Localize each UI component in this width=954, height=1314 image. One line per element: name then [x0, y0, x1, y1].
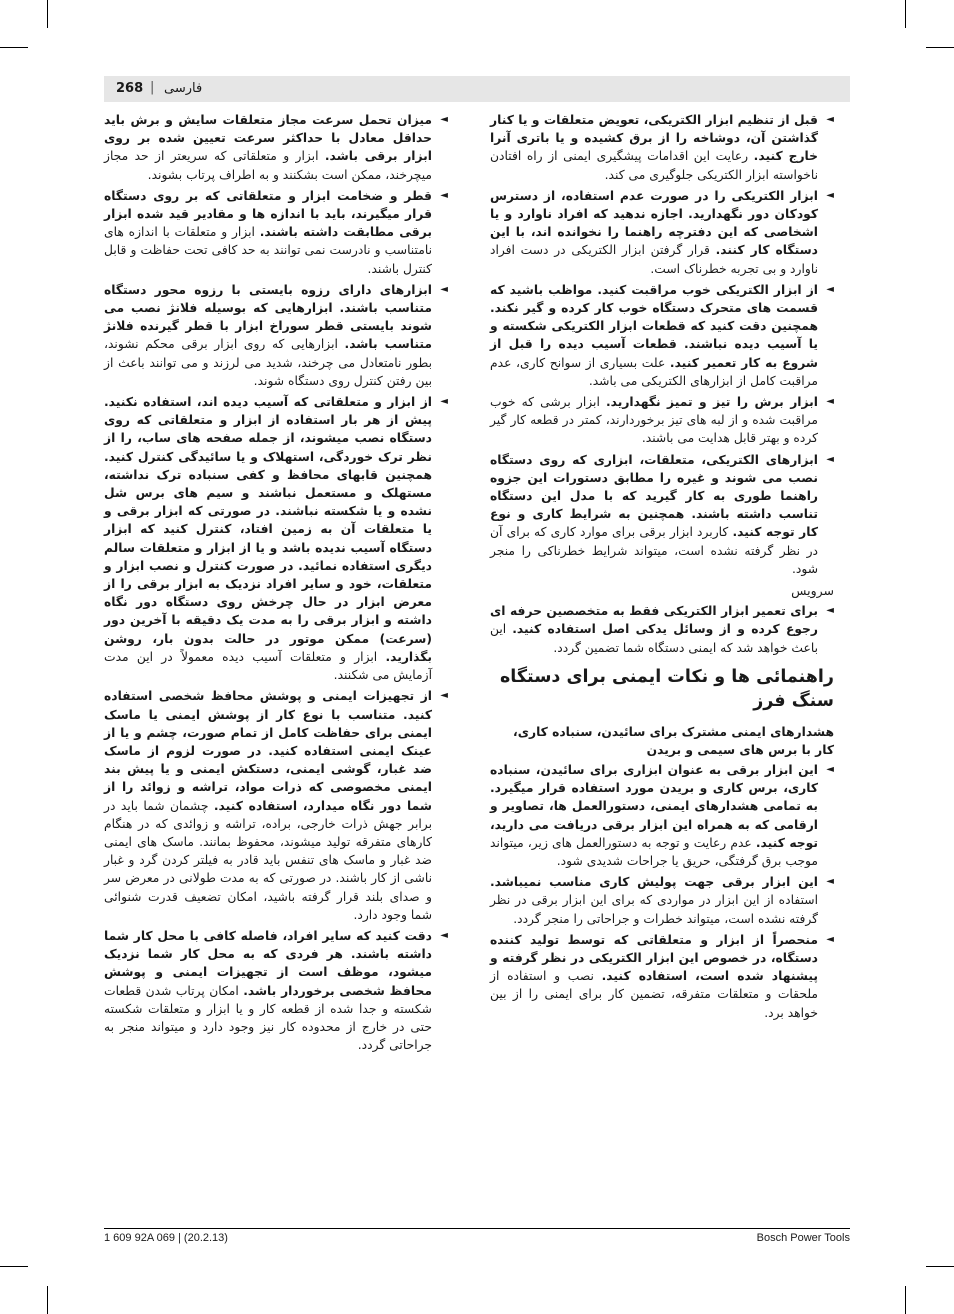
list-item	[490, 931, 834, 1022]
item-text: ابزار و متعلقات آسیب دیده معمولاً در این مدت آزمایش می شکنند.	[104, 649, 432, 683]
item-bold-text: از تجهیزات ایمنی و پوشش محافظ شخصی استفاده کنید. متناسب با نوع کار از پوشش ایمنی یا ماسک ایمنی برای حفاظت کامل از تمام صورت، چشم و یا از عینک ایمنی استفاده کنید. در صورت لزوم از ماسک ضد غبار، گوشی ایمنی، دستکش ایمنی و یا پیش بند ایمنی مخصوصی که ذرات مواد، تراشه و زوائد را از شما دور نگاه میدارد، استفاده کنید.	[104, 689, 432, 813]
crop-mark	[47, 0, 48, 28]
item-bold-text: از ابزار و متعلقاتی که آسیب دیده اند، استفاده نکنید. پیش از هر بار استفاده از ابزار و متعلقاتی که روی دستگاه نصب میشوند، از جمله صفحه های ساب، را از نظر ترک خوردگی، استهلاک و یا سائیدگی کنترل کنید. همچنین قابهای محافظ و کفی سنباده ترک نداشته، مستهلک و مستعمل نباشند و سیم های برس شل نشده و یا شکسته نباشند. در صورتی که ابزار برقی و یا متعلقات آن به زمین افتاد، کنترل کنید که ابزار دستگاه آسیب ندیده باشد و یا از ابزار و متعلقات سالم دیگری استفاده نمائید. در صورت کنترل و نصب ابزار و متعلقات، خود و سایر افراد نزدیک به ابزار برقی را از معرض ابزار در حال چرخش روی دستگاه دور نگاه داشته و ابزار برقی را به مدت یک دقیقه با آخرین دور (سرعت) ممکن موتور در حالت بدون بار، روشن بگذارید.	[104, 395, 432, 664]
crop-mark	[905, 1286, 906, 1314]
bullet-triangle-icon: ◄	[440, 114, 448, 125]
crop-mark	[0, 47, 28, 48]
footer-divider	[104, 1228, 850, 1229]
page-header	[104, 76, 850, 102]
bullet-triangle-icon: ◄	[440, 396, 448, 408]
bullet-triangle-icon: ◄	[826, 189, 834, 201]
list-item	[490, 111, 834, 184]
bullet-triangle-icon: ◄	[440, 690, 448, 702]
item-text: قرار گرفتن ابزار الکتریکی در دست افراد ناوارد و بی تجربه خطرناک است.	[490, 243, 818, 276]
crop-mark	[926, 1266, 954, 1267]
page-number: 268	[116, 81, 144, 96]
item-bold-text: از ابزار الکتریکی خوب مراقبت کنید. مواظب باشید که قسمت های متحرک دستگاه خوب کار کرده و گیر نکند. همچنین دقت کنید که قطعات ابزار الکتریکی شکسته و یا آسیب دیده نباشند. قطعات آسیب دیده را قبل از شروع به کار تعمیر کنید.	[490, 282, 818, 370]
header-language: فارسی	[164, 81, 203, 96]
bullet-triangle-icon: ◄	[440, 189, 448, 201]
item-bold-text: میزان تحمل سرعت مجاز متعلقات سایش و برش باید حداقل معادل با حداکثر سرعت تعیین شده بر روی ابزار برقی باشد.	[104, 113, 432, 164]
list-item	[490, 873, 834, 928]
bullet-triangle-icon: ◄	[826, 114, 834, 125]
item-bold-text: دقت کنید که سایر افراد، فاصله کافی با محل کار شما داشته باشند. هر فردی که به محل کار شما نزدیک میشود، موظف است از تجهیزات ایمنی و پوشش محافظ شخصی برخوردار باشد.	[104, 928, 432, 998]
list-item	[490, 761, 834, 870]
footer-brand: Bosch Power Tools	[756, 1232, 850, 1244]
item-bold-text: این ابزار برقی جهت پولیش کاری مناسب نمیباشد.	[490, 875, 818, 890]
list-item	[490, 451, 834, 578]
item-text: ابزارهایی که روی ابزار برقی محکم نشوند، بطور نامتعادل می چرخند، شدید می لرزند و می توانند باعث از بین رفتن کنترل روی دستگاه شوند.	[104, 337, 432, 388]
bullet-triangle-icon: ◄	[826, 763, 834, 775]
crop-mark	[905, 0, 906, 28]
crop-mark	[926, 47, 954, 48]
crop-mark	[0, 1266, 28, 1267]
list-item	[104, 393, 448, 684]
item-bold-text: قبل از تنظیم ابزار الکتریکی، تعویض متعلقات و یا کنار گذاشتن آن، دوشاخه را از برق کشیده و یا باتری آنرا خارج کنید.	[490, 113, 818, 164]
item-bold-text: منحصراً از ابزار و متعلقاتی که توسط تولید کننده دستگاه، در خصوص این ابزار الکتریکی در نظر گرفته و پیشنهاد شده است، استفاده کنید.	[490, 932, 818, 984]
item-text: عدم رعایت و توجه به دستورالعمل های زیر، میتواند موجب برق گرفتگی، حریق یا جراحات شدیدی شود.	[490, 835, 818, 868]
list-item	[490, 393, 834, 448]
section-subheading: هشدارهای ایمنی مشترک برای سائیدن، سنباده کاری، کار با برس های سیمی و بریدن	[513, 724, 834, 757]
item-bold-text: برای تعمیر ابزار الکتریکی فقط به متخصصین حرفه ای رجوع کرده و از وسائل یدکی اصل استفاده کنید.	[490, 604, 819, 637]
list-item	[104, 111, 448, 184]
item-text: استفاده از این ابزار در مواردی که برای این ابزار برقی در نظر گرفته نشده است، میتواند خطرات و جراحاتی را منجر گردد.	[490, 893, 818, 926]
item-bold-text: ابزار برش را تیز و تمیز نگهدارید.	[605, 395, 818, 410]
list-item	[104, 687, 448, 924]
item-bold-text: ابزار الکتریکی را در صورت عدم استفاده، از دسترس کودکان دور نگهدارید. اجازه ندهید که افراد ناوارد و یا اشخاصی که این دفترچه راهنما را نخوانده اند، با این دستگاه کار کنند.	[490, 188, 818, 258]
item-text: این باعث خواهد شد که ایمنی دستگاه شما تضمین گردد.	[490, 622, 818, 655]
item-text: امکان پرتاب شدن قطعات شکسته و جدا شده از قطعه کار و یا ابزار و متعلقات شکسته حتی در خارج از محدوده کار نیز وجود دارد و میتواند منجر به جراحاتی گردد.	[104, 983, 432, 1053]
footer-doc-number: 1 609 92A 069 | (20.2.13)	[104, 1232, 228, 1244]
bullet-triangle-icon: ◄	[826, 283, 834, 295]
item-text: نصب و استفاده از ملحقات و متعلقات متفرقه، تضمین کار برای ایمنی را از بین خواهد برد.	[490, 969, 818, 1020]
bullet-triangle-icon: ◄	[826, 396, 834, 408]
bullet-triangle-icon: ◄	[440, 283, 448, 295]
item-bold-text: این ابزار برقی به عنوان ابزاری برای سائیدن، سنباده کاری، برس کاری و بریدن مورد استفاده قرار میگیرد. به تمامی هشدارهای ایمنی، دستورالعمل ها، تصاویر و ارقامی که به همراه این ابزار برقی دریافت می دارید، توجه کنید.	[490, 762, 818, 850]
section-heading: راهنمائی ها و نکات ایمنی برای دستگاه سنگ فرز	[499, 666, 834, 711]
list-item	[490, 187, 834, 278]
header-separator: |	[150, 80, 155, 95]
item-text: ابزار برشی که خوب مراقبت شده و از لبه های تیز برخوردارند، کمتر در قطعه کار گیر کرده و بهتر قابل هدایت می باشند.	[490, 395, 818, 446]
item-text: ابزار و متعلقات با اندازه های نامتناسب و نادرست نمی توانند به حد کافی تحت حفاظت و قابل کنترل باشند.	[104, 225, 432, 276]
right-column	[490, 111, 834, 1025]
left-column	[104, 111, 448, 1057]
item-bold-text: ابزارهای دارای رزوه بایستی با رزوه محور دستگاه متناسب باشند. ابزارهایی که بوسیله فلانژ نصب می شوند بایستی قطر سوراخ ابزار با قطر گیرنده فلانژ متناسب باشد.	[104, 282, 432, 352]
bullet-triangle-icon: ◄	[826, 933, 834, 945]
bullet-triangle-icon: ◄	[440, 929, 448, 941]
list-item	[490, 281, 834, 390]
item-bold-text: ابزارهای الکتریکی، متعلقات، ابزاری که روی دستگاه نصب می شوند و غیره را مطابق دستورات این جزوه راهنما طوری به کار گیرید که با مدل این دستگاه تناسب داشته باشند. همچنین به شرایط کاری و نوع کار توجه کنید.	[490, 452, 818, 540]
crop-mark	[47, 1286, 48, 1314]
list-item	[490, 602, 834, 657]
item-text: چشمان شما باید در برابر جهش ذرات خارجی، براده، تراشه و زوائدی که در هنگام کارهای متفرقه تولید میشوند، محفوظ بمانند. ماسک های ایمنی ضد غبار و ماسک های تنفس باید قادر به فیلتر کردن گرد و غبار ناشی از کار باشند. در صورتی که به مدت طولانی در معرض سر و صدای بلند قرار گرفته باشید، امکان تضعیف قدرت شنوائی شما وجود دارد.	[104, 798, 432, 922]
item-bold-text: قطر و ضخامت ابزار و متعلقاتی که بر روی دستگاه قرار میگیرند، باید با اندازه ها و مقادیر قید شده ابزار برقی مطابقت داشته باشند.	[104, 188, 432, 240]
list-item	[104, 927, 448, 1054]
list-item	[104, 187, 448, 278]
item-text: کاربرد ابزار برقی برای موارد کاری که برای آن در نظر گرفته نشده است، میتواند شرایط خطرناکی را منجر شود.	[490, 525, 818, 576]
bullet-triangle-icon: ◄	[826, 876, 834, 888]
list-item	[104, 281, 448, 390]
item-text: رعایت این اقدامات پیشگیری ایمنی از راه افتادن ناخواسته ابزار الکتریکی جلوگیری می کند.	[490, 149, 818, 182]
service-section-label: سرویس	[791, 583, 834, 599]
item-text: علت بسیاری از سوانح کاری، عدم مراقبت کامل از ابزارهای الکتریکی می باشد.	[490, 355, 818, 388]
bullet-triangle-icon: ◄	[826, 453, 834, 465]
item-text: ابزار و متعلقاتی که سریعتر از حد مجاز میچرخند، ممکن است بشکنند و به اطراف پرتاب بشوند.	[104, 149, 432, 182]
bullet-triangle-icon: ◄	[826, 605, 834, 617]
